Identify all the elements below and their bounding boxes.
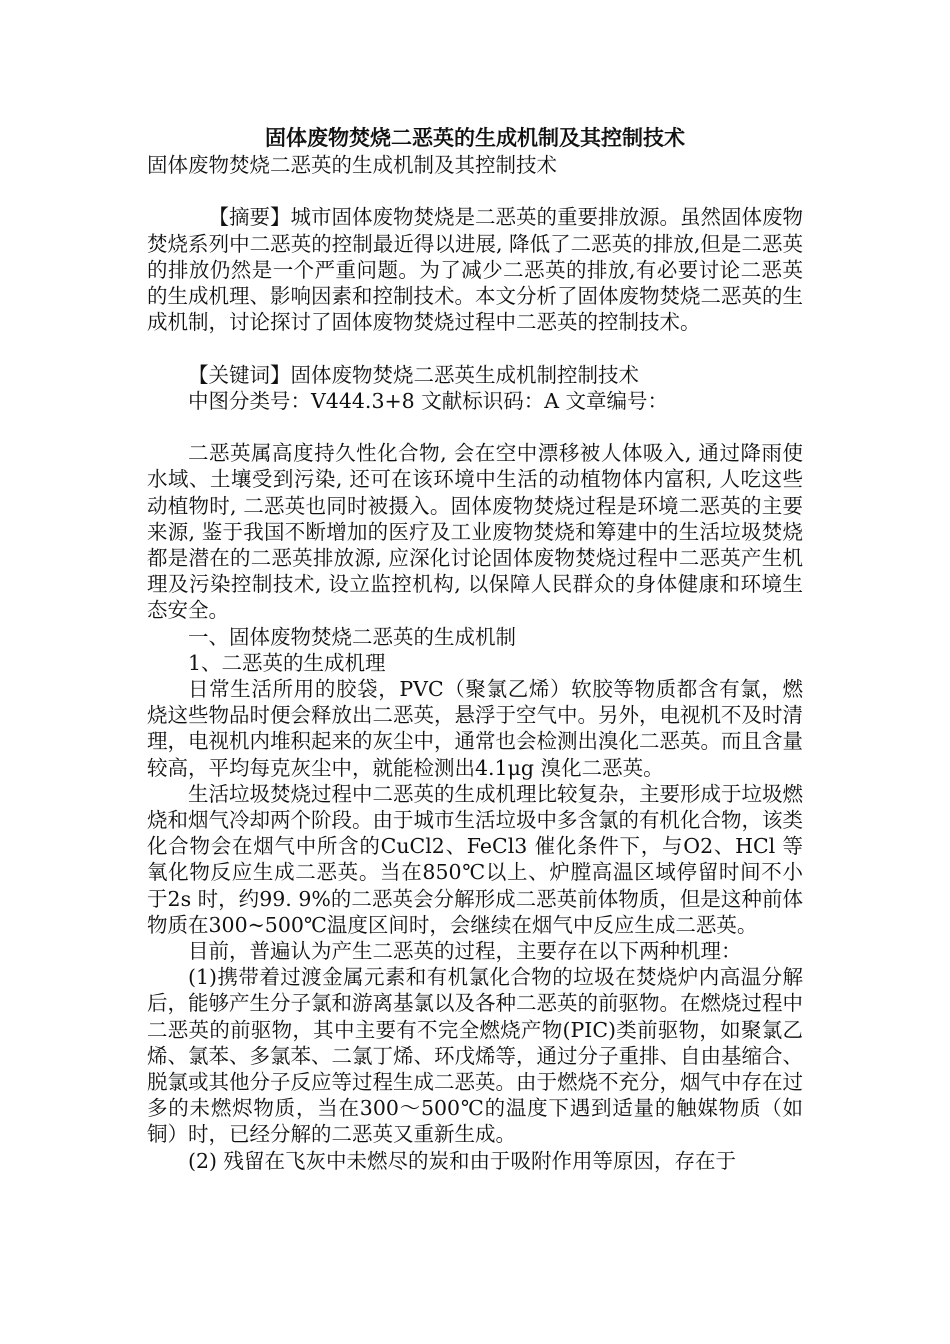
blank-line (147, 335, 803, 361)
intro-paragraph: 二恶英属高度持久性化合物, 会在空中漂移被人体吸入, 通过降雨使水域、土壤受到污染, 还可在该环境中生活的动植物体内富积, 人吃这些动植物时, 二恶英也同时被摄入。固体废物焚烧过程是环境二恶英的主要来源, 鉴于我国不断增加的医疗及工业废物焚烧和筹建中的生活垃圾焚烧都是潜在的二恶英排放源, 应深化讨论固体废物焚烧过程中二恶英产生机理及污染控制技术, 设立监控机构, 以保障人民群众的身体健康和环境生态安全。 (147, 441, 803, 623)
body-paragraph: 生活垃圾焚烧过程中二恶英的生成机理比较复杂，主要形成于垃圾燃烧和烟气冷却两个阶段。由于城市生活垃圾中多含氯的有机化合物，该类化合物会在烟气中所含的CuCl2、FeCl3 催化条件下，与O2、HCl 等氧化物反应生成二恶英。当在850℃以上、炉膛高温区域停留时间不小于2s 时，约99. 9%的二恶英会分解形成二恶英前体物质，但是这种前体物质在300~500℃温度区间时，会继续在烟气中反应生成二恶英。 (147, 781, 803, 937)
blank-line (147, 414, 803, 440)
document-title: 固体废物焚烧二恶英的生成机制及其控制技术 (265, 125, 685, 150)
body-paragraph: 目前，普遍认为产生二恶英的过程，主要存在以下两种机理： (188, 939, 742, 964)
body-paragraph: 日常生活所用的胶袋，PVC（聚氯乙烯）软胶等物质都含有氯，燃烧这些物品时便会释放出二恶英，悬浮于空气中。另外，电视机不及时清理，电视机内堆积起来的灰尘中，通常也会检测出溴化二恶英。而且含量较高，平均每克灰尘中，就能检测出4.1μg 溴化二恶英。 (147, 677, 803, 780)
body-paragraph: (1)携带着过渡金属元素和有机氯化合物的垃圾在焚烧炉内高温分解后，能够产生分子氯和游离基氯以及各种二恶英的前驱物。在燃烧过程中二恶英的前驱物，其中主要有不完全燃烧产物(PIC)类前驱物，如聚氯乙烯、氯苯、多氯苯、二氯丁烯、环戊烯等，通过分子重排、自由基缩合、脱氯或其他分子反应等过程生成二恶英。由于燃烧不充分，烟气中存在过多的未燃烬物质，当在300～500℃的温度下遇到适量的触媒物质（如铜）时，已经分解的二恶英又重新生成。 (147, 965, 803, 1147)
subsection-heading: 1、二恶英的生成机理 (188, 650, 386, 675)
document-body (147, 152, 803, 1174)
keywords-line: 【关键词】固体废物焚烧二恶英生成机制控制技术 (188, 362, 639, 387)
blank-line (147, 178, 803, 204)
body-paragraph: (2) 残留在飞灰中未燃尽的炭和由于吸附作用等原因，存在于 (188, 1148, 737, 1173)
abstract-paragraph: 【摘要】城市固体废物焚烧是二恶英的重要排放源。虽然固体废物焚烧系列中二恶英的控制最近得以进展, 降低了二恶英的排放,但是二恶英的排放仍然是一个严重问题。为了减少二恶英的排放,有必要讨论二恶英的生成机理、影响因素和控制技术。本文分析了固体废物焚烧二恶英的生成机制，讨论探讨了固体废物焚烧过程中二恶英的控制技术。 (147, 205, 803, 335)
document-subtitle: 固体废物焚烧二恶英的生成机制及其控制技术 (147, 153, 557, 177)
classification-line: 中图分类号：V444.3+8 文献标识码：A 文章编号： (188, 388, 669, 413)
section-heading: 一、固体废物焚烧二恶英的生成机制 (188, 624, 516, 649)
